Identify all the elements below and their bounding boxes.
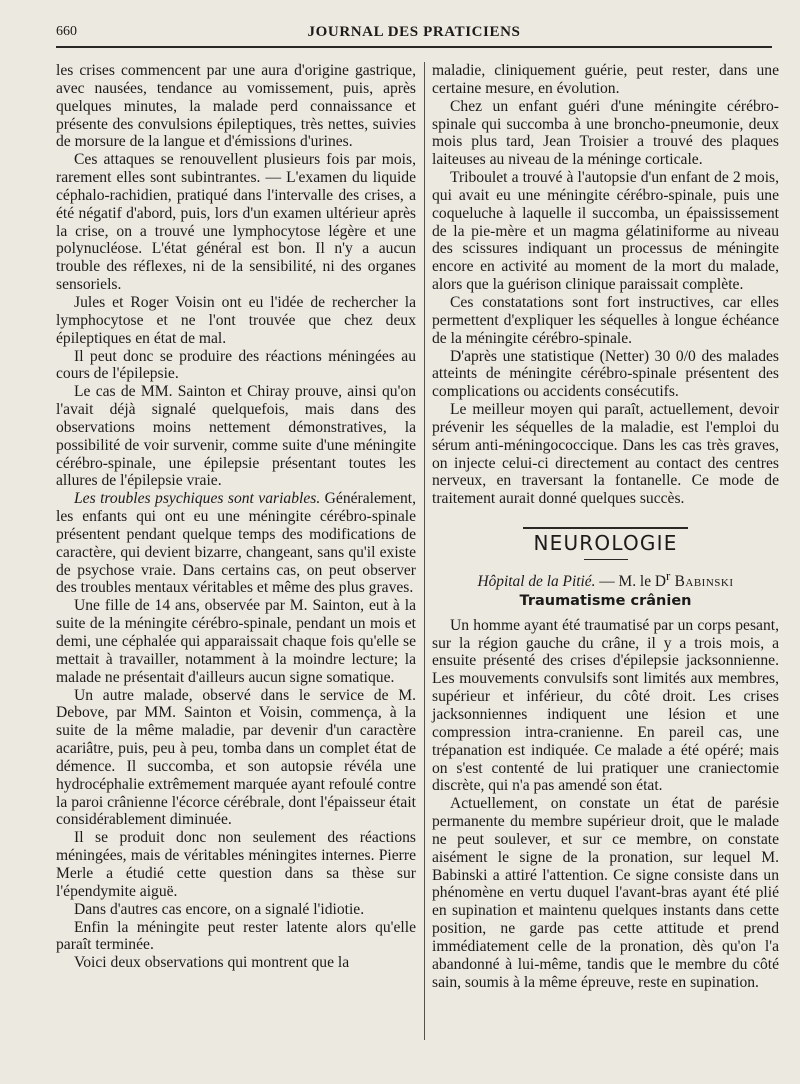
paragraph: les crises commencent par une aura d'origine gastrique, avec nausées, tendance au vomissement, puis, après quelques minutes, la malade perd connaissance et présente des convulsions épileptiques, très nettes, suivies de morsure de la langue et d'émissions d'urines. (56, 62, 416, 151)
paragraph: Triboulet a trouvé à l'autopsie d'un enfant de 2 mois, qui avait eu une méningite cérébro-spinale, puis une coqueluche à laquelle il succomba, un épaississement de la pie-mère et un magma gélatiniforme au niveau des scissures indiquant un processus de méningite encore en activité au moment de la mort du malade, alors que la guérison clinique paraissait complète. (432, 169, 779, 294)
paragraph: Ces attaques se renouvellent plusieurs fois par mois, rarement elles sont subintrantes. — L'examen du liquide céphalo-rachidien, pratiqué dans l'intervalle des crises, a été négatif d'abord, puis, lors d'un examen ultérieur après la crise, on a trouvé une lymphocytose légère et une polynucléose. L'état général est bon. Il n'y a aucun trouble des réflexes, ni de la sensibilité, ni des organes sensoriels. (56, 151, 416, 294)
italic-lead: Les troubles psychiques sont variables. (74, 490, 321, 508)
paragraph: Actuellement, on constate un état de parésie permanente du membre supérieur droit, que le malade ne peut soulever, et sur ce membre, on constate aisément le signe de la pronation, sur lequel M. Babinski a attiré l'attention. Ce signe consiste dans un phénomène en vertu duquel l'avant-bras ayant été plié en supination et maintenu quelques instants dans cette position, ne garde pas cette attitude et prend immédiatement celle de la pronation, dès qu'on l'a abandonné à lui-même, tandis que le membre du côté sain, soumis à la même épreuve, reste en supination. (432, 795, 779, 991)
case-title: Traumatisme crânien (519, 592, 692, 609)
paragraph: Dans d'autres cas encore, on a signalé l'idiotie. (74, 900, 365, 918)
paragraph: Chez un enfant guéri d'une méningite cérébro-spinale qui succomba à une broncho-pneumonie, deux mois plus tard, Jean Troisier a trouvé des plaques laiteuses au niveau de la méninge corticale. (432, 97, 779, 169)
paragraph: D'après une statistique (Netter) 30 0/0 des malades atteints de méningite cérébro-spinale présentent des complications ou accidents consécutifs. (432, 347, 779, 401)
paragraph: Une fille de 14 ans, observée par M. Sainton, eut à la suite de la méningite cérébro-spinale, pendant un mois et demi, une céphalée qui apparaissait chaque fois qu'elle se mettait à travailler, notamment à la moindre lecture; la malade ne présentait d'ailleurs aucun signe somatique. (56, 597, 416, 686)
paragraph: Un autre malade, observé dans le service de M. Debove, par MM. Sainton et Voisin, commença, à la suite de la même maladie, par devenir d'un caractère acariâtre, puis, peu à peu, tomba dans un complet état de démence. Il succomba, et son autopsie révéla une hydrocéphalie extrêmement marquée ayant refoulé contre la paroi crânienne l'écorce cérébrale, dont l'épaisseur était considérablement diminuée. (56, 686, 416, 829)
section-heading (432, 527, 779, 560)
hospital-dash: — M. le D (595, 573, 666, 591)
paragraph: Voici deux observations qui montrent que la (74, 954, 350, 972)
italic-lead-rest: Généralement, les enfants qui ont eu une méningite cérébro-spinale présentent pendant quelque temps des modifications de caractère, qui devient bizarre, changeant, sans qu'il existe de psychose vraie. Dans certains cas, on peut observer des troubles mentaux véritables et même des plus graves. (56, 490, 417, 597)
paragraph: maladie, cliniquement guérie, peut rester, dans une certaine mesure, en évolution. (432, 62, 779, 97)
paragraph: Il se produit donc non seulement des réactions méningées, mais de véritables méningites internes. Pierre Merle a étudié cette question dans sa thèse sur l'épendymite aiguë. (56, 829, 416, 900)
header-rule (56, 46, 772, 48)
paragraph: Ces constatations sont fort instructives, car elles permettent d'expliquer les séquelles à longue échéance de la méningite cérébro-spinale. (432, 293, 779, 347)
paragraph: Jules et Roger Voisin ont eu l'idée de rechercher la lymphocytose et ne l'ont trouvée que chez deux épileptiques en état de mal. (56, 293, 416, 347)
journal-title: JOURNAL DES PRATICIENS (307, 24, 521, 40)
hospital-line (432, 568, 779, 591)
paragraph: Il peut donc se produire des réactions méningées au cours de l'épilepsie. (56, 347, 416, 383)
page-number: 660 (56, 24, 77, 39)
left-column (56, 62, 416, 972)
paragraph: Le cas de MM. Sainton et Chiray prouve, ainsi qu'on l'avait déjà signalé quelquefois, mais dans des observations moins nettement démonstratives, la possibilité de voir survenir, comme suite d'une méningite cérébro-spinale, une épilepsie présentant toutes les allures de l'épilepsie vraie. (56, 383, 416, 490)
section-rule (584, 559, 628, 560)
section-title: NEUROLOGIE (523, 527, 687, 553)
paragraph-psychic-disorders (56, 490, 416, 597)
hospital-sup: r (666, 568, 671, 583)
right-column (432, 62, 779, 991)
paragraph: Un homme ayant été traumatisé par un corps pesant, sur la région gauche du crâne, il y a trois mois, a ensuite présenté des crises d'épilepsie jacksonnienne. Les mouvements convulsifs sont limités aux membres, supérieur et inférieur, du côté droit. Les crises jacksonniennes indiquent une lésion et une compression intra-cranienne. En pareil cas, une trépanation est indiquée. Ce malade a été opéré; mais on s'est contenté de lui pratiquer une craniectomie discrète, qui n'a pas amendé son état. (432, 616, 779, 795)
paragraph: Le meilleur moyen qui paraît, actuellement, devoir prévenir les séquelles de la maladie, est l'emploi du sérum anti-méningococcique. Dans les cas très graves, on injecte celui-ci directement au contact des centres nerveux, en traversant la fontanelle. Ce mode de traitement aurait donné quelques succès. (432, 401, 779, 508)
column-divider (424, 62, 425, 1040)
page-header (56, 24, 772, 48)
hospital-place: Hôpital de la Pitié. (477, 573, 596, 591)
paragraph: Enfin la méningite peut rester latente alors qu'elle paraît terminée. (56, 918, 416, 954)
hospital-doctor: Babinski (670, 573, 734, 591)
